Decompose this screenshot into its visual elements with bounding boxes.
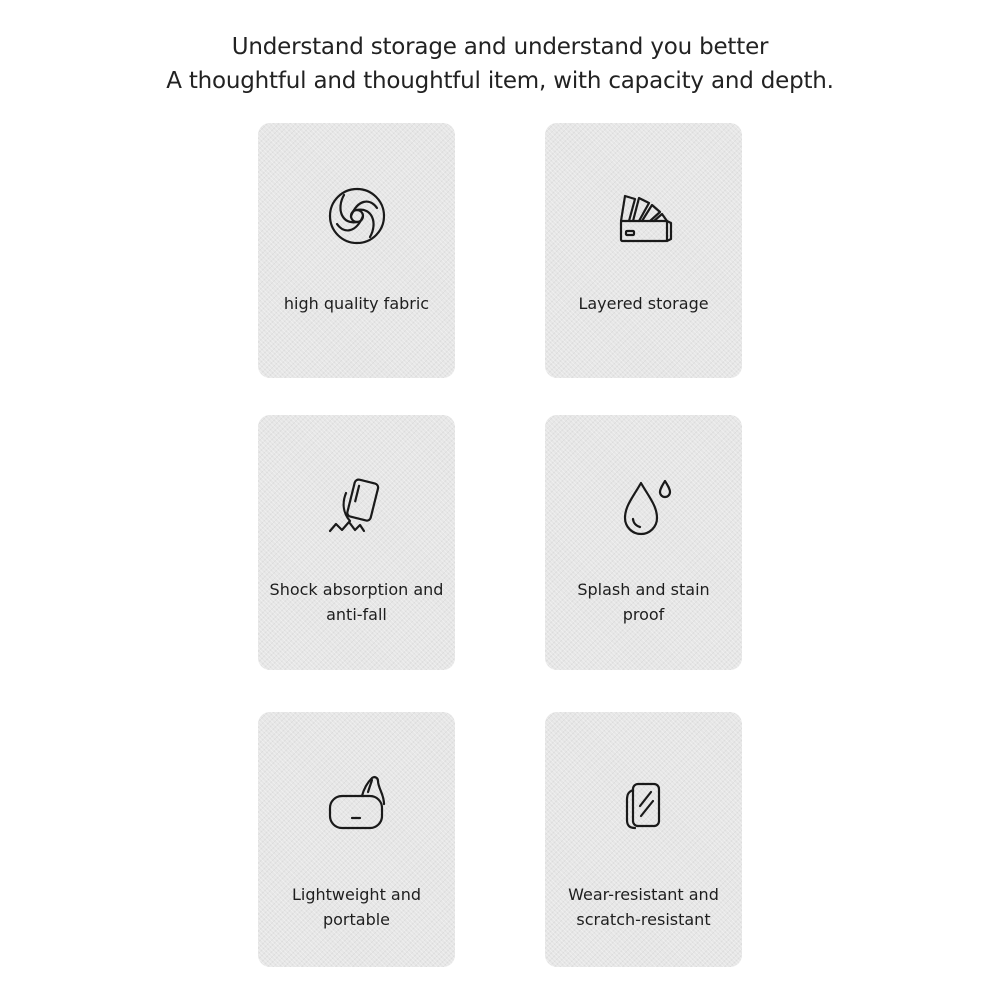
feature-card-shock-absorption bbox=[258, 415, 455, 670]
layered-storage-icon bbox=[609, 181, 679, 251]
heading-line-1: Understand storage and understand you better bbox=[231, 34, 769, 60]
page-heading bbox=[0, 30, 1000, 98]
feature-card-fabric bbox=[258, 123, 455, 378]
feature-card-lightweight bbox=[258, 712, 455, 967]
feature-label: Lightweight and portable bbox=[291, 885, 422, 929]
scratch-resistant-icon bbox=[609, 770, 679, 840]
feature-card-splash-proof bbox=[545, 415, 742, 670]
feature-card-layered-storage bbox=[545, 123, 742, 378]
feature-label: Shock absorption and anti-fall bbox=[269, 580, 444, 624]
feature-label: Layered storage bbox=[578, 294, 709, 313]
lightweight-case-icon bbox=[322, 770, 392, 840]
shock-absorption-icon bbox=[322, 473, 392, 543]
feature-label: Splash and stain proof bbox=[577, 580, 710, 624]
water-drop-icon bbox=[609, 473, 679, 543]
heading-line-2: A thoughtful and thoughtful item, with capacity and depth. bbox=[166, 68, 834, 94]
fabric-icon bbox=[322, 181, 392, 251]
feature-label: high quality fabric bbox=[283, 294, 430, 313]
feature-card-scratch-resistant bbox=[545, 712, 742, 967]
feature-label: Wear-resistant and scratch-resistant bbox=[568, 885, 719, 929]
